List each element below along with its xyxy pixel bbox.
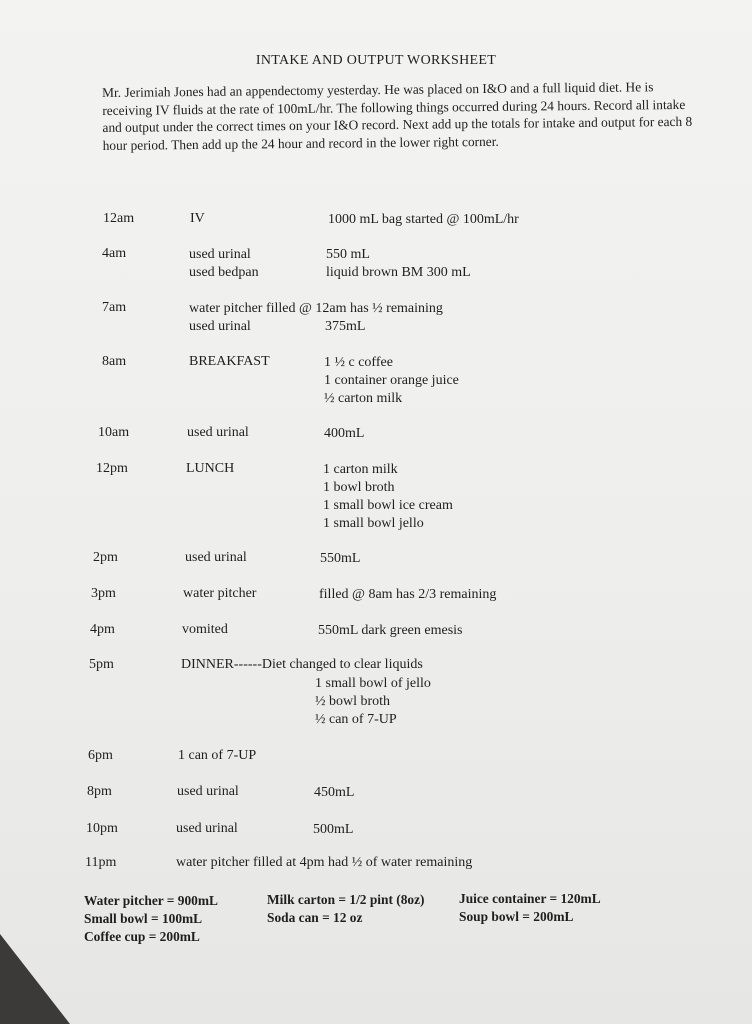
entry-action: used bedpan <box>189 265 259 280</box>
entry-detail: 550 mL <box>326 247 370 262</box>
entry-action: DINNER------Diet changed to clear liquids <box>181 657 423 672</box>
entry-detail: 1 small bowl ice cream <box>323 498 453 513</box>
entry-time: 2pm <box>93 550 118 565</box>
entry-detail: 1 small bowl of jello <box>315 676 431 691</box>
entry-detail: 450mL <box>314 785 355 800</box>
entry-detail: 1 ½ c coffee <box>324 355 393 370</box>
entry-time: 11pm <box>85 855 117 870</box>
entry-action: water pitcher filled at 4pm had ½ of water remaining <box>176 855 473 870</box>
entry-detail: 1 bowl broth <box>323 480 395 495</box>
entry-detail: 550mL dark green emesis <box>318 623 463 638</box>
instructions-paragraph: Mr. Jerimiah Jones had an appendectomy yesterday. He was placed on I&O and a full liquid diet. He is receiving IV fluids at the rate of 100mL/hr. The following things occurred during 24 hours. Record all intake and output under the correct times on your I&O record. Next add up the totals for intake and output for each 8 hour period. Then add up the 24 hour and record in the lower right corner. <box>102 79 693 153</box>
entry-time: 8pm <box>87 784 112 799</box>
entry-detail: 400mL <box>324 426 365 441</box>
conversion-juice-container: Juice container = 120mL <box>459 891 601 906</box>
entry-action: vomited <box>182 622 228 637</box>
entry-action: used urinal <box>185 550 247 565</box>
entry-time: 10am <box>98 425 130 440</box>
entry-action: used urinal <box>176 821 238 836</box>
entry-detail: filled @ 8am has 2/3 remaining <box>319 587 497 602</box>
entry-action: LUNCH <box>186 461 235 476</box>
entry-time: 4am <box>102 246 127 261</box>
conversion-small-bowl: Small bowl = 100mL <box>84 911 203 926</box>
entry-detail: 550mL <box>320 551 361 566</box>
entry-detail: 1000 mL bag started @ 100mL/hr <box>328 212 519 227</box>
entry-detail: liquid brown BM 300 mL <box>326 265 471 280</box>
conversion-soup-bowl: Soup bowl = 200mL <box>459 909 574 924</box>
conversion-soda-can: Soda can = 12 oz <box>267 910 363 925</box>
conversion-column-1 <box>84 892 218 946</box>
worksheet-title: INTAKE AND OUTPUT WORKSHEET <box>255 53 497 68</box>
entry-action: used urinal <box>177 784 239 799</box>
entry-detail: ½ bowl broth <box>315 694 391 709</box>
entry-time: 3pm <box>91 586 116 601</box>
conversion-water-pitcher: Water pitcher = 900mL <box>84 893 218 908</box>
entry-detail: 500mL <box>313 822 354 837</box>
conversion-column-2 <box>267 891 425 927</box>
page-corner-fold <box>0 934 70 1024</box>
conversion-column-3 <box>459 890 601 926</box>
entry-detail: ½ carton milk <box>324 391 403 406</box>
entry-action: used urinal <box>189 247 251 262</box>
entry-action: used urinal <box>189 319 251 334</box>
entry-time: 5pm <box>89 657 114 672</box>
entry-detail: ½ can of 7-UP <box>315 712 397 727</box>
entry-action: IV <box>190 211 205 226</box>
entry-time: 12am <box>103 211 135 226</box>
entry-detail: 1 container orange juice <box>324 373 459 388</box>
entry-detail: 1 small bowl jello <box>323 516 424 531</box>
entry-action: used urinal <box>187 425 249 440</box>
entry-action: water pitcher filled @ 12am has ½ remaining <box>189 301 443 316</box>
entry-time: 8am <box>102 354 127 369</box>
conversion-coffee-cup: Coffee cup = 200mL <box>84 929 200 944</box>
entry-action: water pitcher <box>183 586 257 601</box>
entry-detail: 375mL <box>325 319 366 334</box>
entry-time: 4pm <box>90 622 115 637</box>
entry-time: 6pm <box>88 748 113 763</box>
entry-time: 10pm <box>86 821 118 836</box>
entry-time: 12pm <box>96 461 128 476</box>
entry-time: 7am <box>102 300 127 315</box>
entry-action: 1 can of 7-UP <box>178 748 257 763</box>
entry-action: BREAKFAST <box>189 354 270 369</box>
entry-detail: 1 carton milk <box>323 462 398 477</box>
conversion-milk-carton: Milk carton = 1/2 pint (8oz) <box>267 892 425 907</box>
